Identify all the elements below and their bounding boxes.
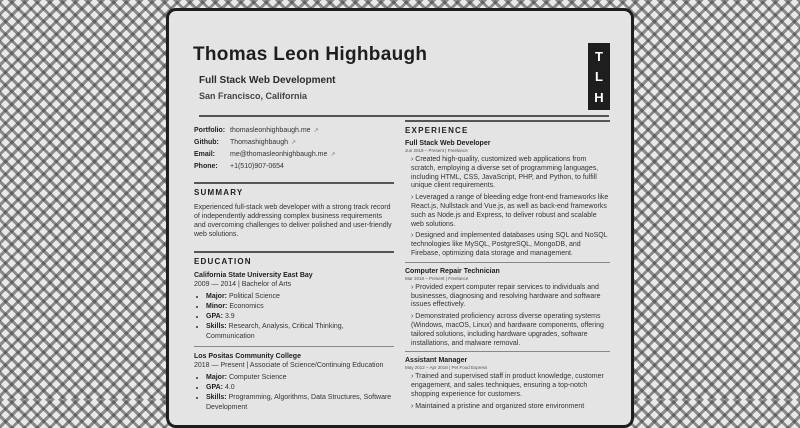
phone-number: +1(510)907-0654 <box>230 162 284 170</box>
contact-row-email <box>194 148 394 160</box>
list-item <box>206 312 394 322</box>
summary-title: SUMMARY <box>194 182 394 197</box>
education-details <box>194 373 394 413</box>
detail-key: Major: <box>206 293 227 300</box>
resume-role: Full Stack Web Development <box>199 75 336 86</box>
contact-block <box>194 124 394 172</box>
education-section <box>194 251 394 413</box>
portfolio-link[interactable]: thomasleonhighbaugh.me <box>230 126 311 134</box>
job-bullet: › Maintained a pristine and organized store environment <box>411 402 585 410</box>
list-item <box>206 302 394 312</box>
monogram-letter: T <box>595 48 603 64</box>
experience-item <box>405 268 610 353</box>
monogram-letter: H <box>594 89 604 105</box>
experience-divider <box>405 262 610 263</box>
detail-value: 4.0 <box>224 384 235 391</box>
experience-item <box>405 357 610 411</box>
detail-key: Minor: <box>206 303 228 310</box>
contact-row-portfolio <box>194 124 394 136</box>
job-meta: May 2012 – Apr 2018 | Pet Food Express <box>405 365 488 371</box>
job-bullet: › Demonstrated proficiency across diverse operating systems (Windows, macOS, Linux) and hardware components, offering tailored solutions, including hardware upgrades, software installations, and malware removal. <box>411 313 604 347</box>
job-bullet: › Leveraged a range of bleeding edge front-end frameworks like React.js, Nullstack and Vue.js, as well as back-end frameworks such as Node.js and Express, to deliver robust and scalable web solutions. <box>411 194 609 228</box>
detail-key: Major: <box>206 374 227 381</box>
external-link-icon[interactable]: ↗ <box>291 139 297 146</box>
list-item <box>206 292 394 302</box>
detail-value: Political Science <box>228 293 280 300</box>
detail-key: GPA: <box>206 384 223 391</box>
education-item <box>194 353 394 413</box>
github-link[interactable]: Thomashighbaugh <box>230 138 288 146</box>
list-item <box>206 393 394 413</box>
detail-key: GPA: <box>206 313 223 320</box>
job-bullet: › Designed and implemented databases using SQL and NoSQL technologies like MySQL, PostgreSQL, MongoDB, and Firebase, optimizing data storage and management. <box>411 232 608 257</box>
education-item <box>194 272 394 347</box>
contact-label: Email: <box>194 150 216 158</box>
detail-value: Computer Science <box>228 374 287 381</box>
monogram-letter: L <box>595 69 603 84</box>
job-title: Assistant Manager <box>405 357 468 365</box>
school-dates: 2009 — 2014 | Bachelor of Arts <box>194 281 292 288</box>
job-title: Computer Repair Technician <box>405 267 500 275</box>
job-bullet: › Created high-quality, customized web applications from scratch, employing a diverse set of programming languages, including HTML, CSS, JavaScript, PHP, and Python, to fulfill unique client requirements. <box>411 156 599 190</box>
external-link-icon[interactable]: ↗ <box>330 151 336 158</box>
list-item <box>206 322 394 342</box>
header-divider <box>199 115 609 117</box>
detail-key: Skills: <box>206 323 227 330</box>
summary-text: Experienced full-stack web developer with a strong track record of independently addressing complex business requirements and overcoming challenges to deliver polished and user-friendly web solutions. <box>194 204 392 238</box>
school-name: Los Positas Community College <box>194 353 301 360</box>
contact-row-phone <box>194 160 394 172</box>
contact-label: Github: <box>194 138 219 146</box>
school-dates: 2018 — Present | Associate of Science/Continuing Education <box>194 362 384 369</box>
list-item <box>206 383 394 393</box>
summary-section <box>194 182 394 239</box>
job-bullet: › Provided expert computer repair services to individuals and businesses, diagnosing and resolving hardware and software issues effectively. <box>411 283 601 309</box>
experience-title: EXPERIENCE <box>405 120 610 135</box>
resume-page <box>166 8 634 428</box>
email-link[interactable]: me@thomasleonhighbaugh.me <box>230 150 328 158</box>
external-link-icon[interactable]: ↗ <box>313 127 319 134</box>
monogram-badge <box>588 43 610 110</box>
resume-name: Thomas Leon Highbaugh <box>193 44 428 65</box>
contact-label: Portfolio: <box>194 126 226 134</box>
contact-row-github <box>194 136 394 148</box>
education-details <box>194 292 394 342</box>
detail-value: Research, Analysis, Critical Thinking, Communication <box>206 323 344 340</box>
job-bullet: › Trained and supervised staff in product knowledge, customer engagement, and sales techniques, ensuring a top-notch shopping experience for customers. <box>411 373 604 398</box>
experience-divider <box>405 351 610 352</box>
detail-key: Skills: <box>206 394 227 401</box>
education-divider <box>194 346 394 347</box>
job-meta: Jun 2018 – Present | Freelance <box>405 148 468 153</box>
detail-value: 3.9 <box>224 313 235 320</box>
experience-item <box>405 140 610 263</box>
detail-value: Economics <box>229 303 264 310</box>
job-title: Full Stack Web Developer <box>405 140 491 147</box>
list-item <box>206 373 394 383</box>
resume-location: San Francisco, California <box>199 91 308 101</box>
school-name: California State University East Bay <box>194 272 313 279</box>
job-meta: Mar 2018 – Present | Freelance <box>405 275 469 281</box>
contact-label: Phone: <box>194 162 218 170</box>
detail-value: Programming, Algorithms, Data Structures, Software Development <box>206 394 392 411</box>
education-title: EDUCATION <box>194 251 394 266</box>
experience-section <box>405 120 610 412</box>
